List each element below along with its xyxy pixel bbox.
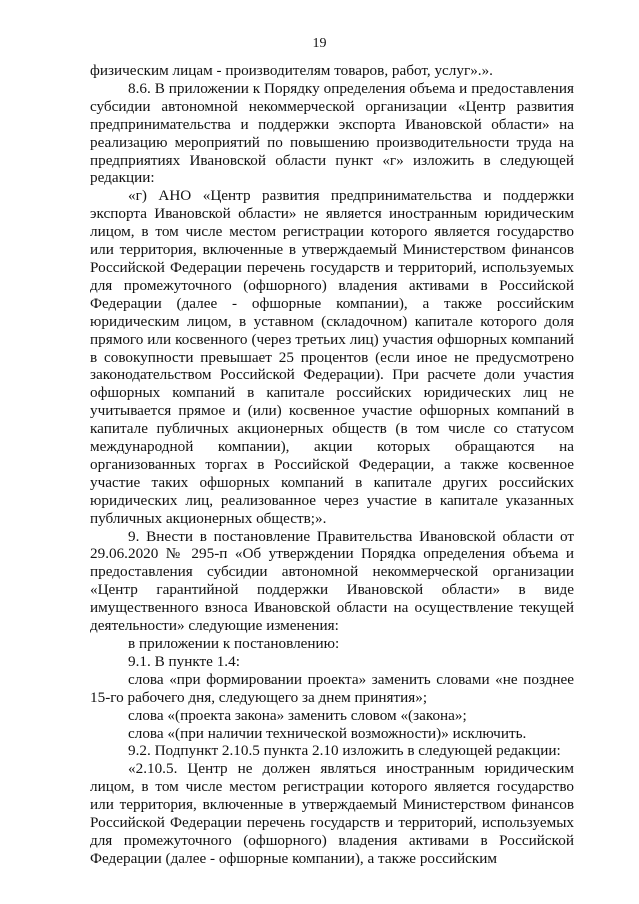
paragraph: слова «(при наличии технической возможности)» исключить. [128,724,527,742]
paragraph: в приложении к постановлению: [128,635,340,652]
paragraph: 9. Внести в постановление Правительства Ивановской области от 29.06.2020 № 295-п «Об утверждении Порядка определения объема и предоставления субсидии автономной некоммерческой организации «Центр гарантийной поддержки Ивановской области» в виде имущественного взноса Ивановской области на осуществление текущей деятельности» следующие изменения: [90,527,574,635]
paragraph: физическим лицам - производителям товаров, работ, услуг».». [90,62,493,79]
page-number: 19 [312,36,327,51]
paragraph: слова «(проекта закона» заменить словом «(закона»; [128,706,467,724]
paragraph: «2.10.5. Центр не должен являться иностранным юридическим лицом, в том числе местом регистрации которого является государство или территория, включенные в утверждаемый Министерством финансов Российской Федерации перечень государств и территорий, используемых для промежуточного (офшорного) владения активами в Российской Федерации (далее - офшорные компании), а также российским [90,760,574,867]
paragraph: 8.6. В приложении к Порядку определения объема и предоставления субсидии автономной некоммерческой организации «Центр развития предпринимательства и поддержки экспорта Ивановской области» на реализацию мероприятий по повышению производительности труда на предприятиях Ивановской области пункт «г» изложить в следующей редакции: [90,79,574,187]
document-body [90,62,574,868]
paragraph: 9.1. В пункте 1.4: [128,652,240,670]
paragraph: 9.2. Подпункт 2.10.5 пункта 2.10 изложить в следующей редакции: [128,742,561,760]
paragraph: «г) АНО «Центр развития предпринимательства и поддержки экспорта Ивановской области» не является иностранным юридическим лицом, в том числе местом регистрации которого является государство или территория, включенные в утверждаемый Министерством финансов Российской Федерации перечень государств и территорий, используемых для промежуточного (офшорного) владения активами в Российской Федерации (далее - офшорные компании), а также российским юридическим лицом, в уставном (складочном) капитале которого доля прямого или косвенного (через третьих лиц) участия офшорных компаний в совокупности превышает 25 процентов (если иное не предусмотрено законодательством Российской Федерации). При расчете доли участия офшорных компаний в капитале российских юридических лиц не учитывается прямое и (или) косвенное участие офшорных компаний в капитале публичных акционерных обществ (в том числе со статусом международной компании), акции которых обращаются на организованных торгах в Российской Федерации, а также косвенное участие таких офшорных компаний в капитале других российских юридических лиц, реализованное через участие в капитале указанных публичных акционерных обществ;». [90,187,574,527]
paragraph: слова «при формировании проекта» заменить словами «не позднее 15-го рабочего дня, следующего за днем принятия»; [90,670,574,706]
